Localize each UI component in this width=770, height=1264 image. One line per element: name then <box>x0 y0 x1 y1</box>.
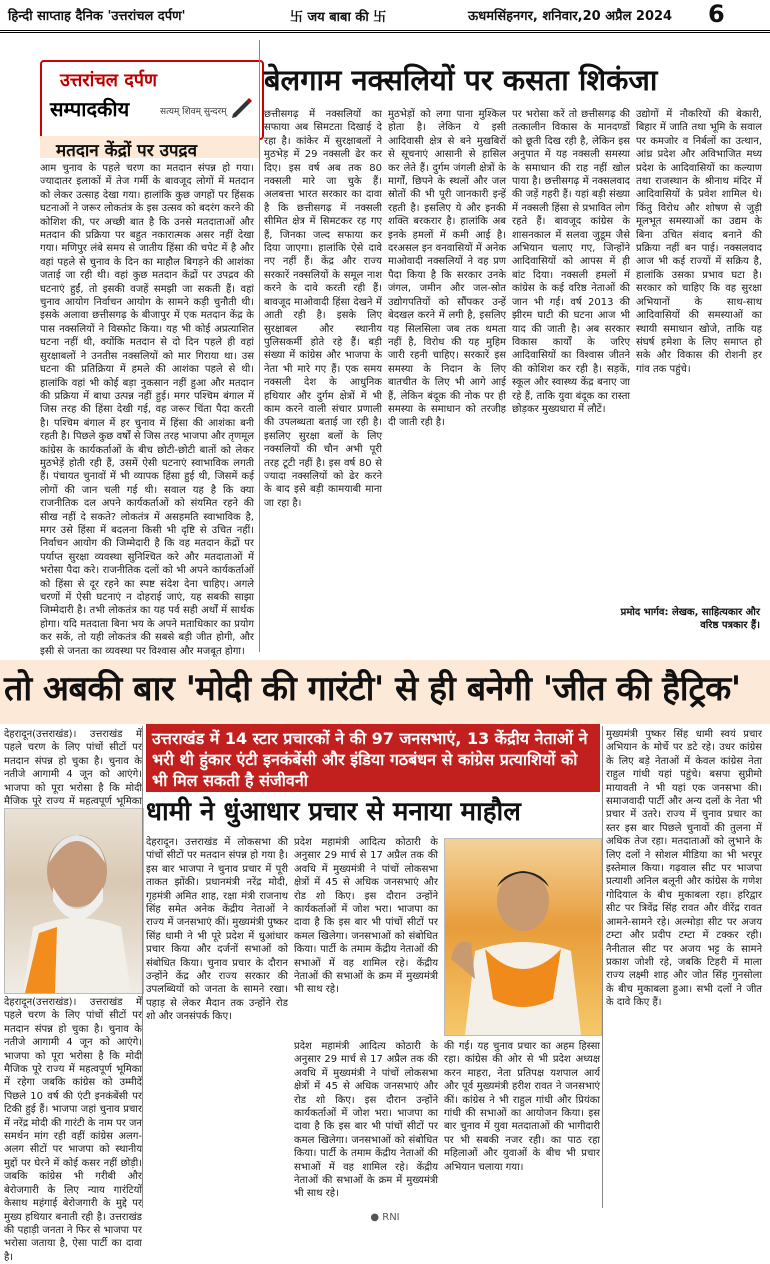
lead-headline: बेलगाम नक्सलियों पर कसता शिकंजा <box>264 63 658 97</box>
lead-col-3: पर भरोसा करें तो छत्तीसगढ़ की तत्कालीन विकास के मानदण्डों को छूती दिख रही है, लेकिन इस अनुपात में यह नक्सली समस्या के समाधान की राह नहीं खोल पाया है। छत्तीसगढ़ में नक्सलवाद की जड़ें गहरी हैं। यहां बड़ी संख्या में नक्सली हिंसा से प्रभावित लोग रहते हैं। बावजूद कांग्रेस के शासनकाल में सलवा जुडूम जैसे अभियान चलाए गए, जिन्होंने आदिवासियों को आपस में ही बांट दिया। नक्सली हमलों में कांग्रेस के कई वरिष्ठ नेताओं की जान भी गई। वर्ष 2013 की झीरम घाटी की घटना आज भी याद की जाती है। अब सरकार विकास कार्यों के जरिए आदिवासियों का विश्वास जीतने की कोशिश कर रही है। सड़कें, स्कूल और स्वास्थ्य केंद्र बनाए जा रहे हैं, ताकि युवा बंदूक का रास्ता छोड़कर मुख्यधारा में लौटें। <box>512 109 630 415</box>
sub-col-3: की गई। यह चुनाव प्रचार का अहम हिस्सा रहा। कांग्रेस की ओर से भी प्रदेश अध्यक्ष करन माहरा, नेता प्रतिपक्ष यशपाल आर्य और पूर्व मुख्यमंत्री हरीश रावत ने जनसभाएं कीं। कांग्रेस ने भी राहुल गांधी और प्रियंका गांधी की सभाओं का आयोजन किया। इस बार चुनाव में युवा मतदाताओं की भागीदारी पर भी सबकी नजर रही। का पाठ रहा महिलाओं और युवाओं के बीच भी प्रचार अभियान चलाया गया। <box>444 1041 600 1173</box>
page-number: 6 <box>708 0 725 28</box>
sub-col-2: प्रदेश महामंत्री आदित्य कोठारी के अनुसार 29 मार्च से 17 अप्रैल तक की अवधि में मुख्यमंत्री ने पांचों लोकसभा क्षेत्रों में 45 से अधिक जनसभाएं और रोड शो किए। इस दौरान उन्होंने कार्यकर्ताओं में जोश भरा। भाजपा का दावा है कि इस बार भी पांचों सीटों पर कमल खिलेगा। जनसभाओं को संबोधित किया। पार्टी के तमाम केंद्रीय नेताओं की सभाओं में वह शामिल रहे। केंद्रीय नेताओं की सभाओं के क्रम में मुख्यमंत्री भी साथ रहे। <box>294 837 438 996</box>
pen-icon <box>228 96 254 122</box>
masthead-left: हिन्दी साप्ताह दैनिक 'उत्तरांचल दर्पण' <box>8 9 186 24</box>
cm-photo <box>444 838 602 1036</box>
editorial-headline: मतदान केंद्रों पर उपद्रव <box>56 141 198 161</box>
masthead-slogan: 卐 जय बाबा की 卐 <box>290 10 387 25</box>
masthead-date: ऊधमसिंहनगर, शनिवार,20 अप्रैल 2024 <box>468 9 673 24</box>
lead-col-2: मुठभेड़ों को लगा पाना मुश्किल होता है। लेकिन ये इसी आदिवासी क्षेत्र से बने मुखबिरों से सूचनाएं आसानी से हासिल कर लेते हैं। दुर्गम जंगली क्षेत्रों के मार्गों, छिपने के स्थलों और जल स्रोतों की भी पूरी जानकारी इन्हें रहती है। इसलिए ये और इनकी शक्ति बरकरार है। हालांकि अब इनके हमलों में कमी आई है। दरअसल इन वनवासियों में अनेक माओवादी नक्सलियों ने वह प्रण पैदा किया है कि सरकार उनके जंगल, जमीन और जल-स्रोत उद्योगपतियों को सौंपकर उन्हें बेदखल करने में लगी है, इसलिए यह सिलसिला जब तक थमता नहीं है, विरोध की यह मुहिम जारी रहनी चाहिए। सरकारें इस समस्या के निदान के लिए बातचीत के लिए भी आगे आई हैं, लेकिन बंदूक की नोक पर ही समस्या के समाधान को तरजीह दी जाती रही है। <box>388 109 506 429</box>
editorial-title: उत्तरांचल दर्पण <box>60 70 158 91</box>
banner-headline: तो अबकी बार 'मोदी की गारंटी' से ही बनेगी 'जीत की हैट्रिक' <box>4 669 741 709</box>
editorial-motto: सत्यम् शिवम् सुन्दरम् <box>160 107 227 117</box>
deck-text: उत्तराखंड में 14 स्टार प्रचारकों ने की 97 जनसभाएं, 13 केंद्रीय नेताओं ने भरी थी हुंकार एंटी इनकंबेंसी और इंडिया गठबंधन से कांग्रेस प्रत्याशियों को भी मिल सकती है संजीवनी <box>152 729 588 790</box>
column-divider <box>142 726 143 1208</box>
banner-left-col: देहरादून(उत्तराखंड)। उत्तराखंड में पहले चरण के लिए पांचों सीटों पर मतदान संपन्न हो चुका है। चुनाव के नतीजे आगामी 4 जून को आएंगे। भाजपा को पूरा भरोसा है कि मोदी मैजिक पूरे राज्य में महत्वपूर्ण भूमिका <box>4 729 142 808</box>
editorial-body: आम चुनाव के पहले चरण का मतदान संपन्न हो गया। ज्यादातर इलाकों में तेज गर्मी के बावजूद लोगों में मतदान को लेकर उत्साह देखा गया। हालांकि कुछ जगहों पर हिंसक घटनाओं ने जरूर लोकतंत्र के इस उत्सव को बदरंग करने की कोशिश की, पर अच्छी बात है कि उनसे मतदाताओं और मतदान की प्रक्रिया पर बहुत नकारात्मक असर नहीं देखा गया। मणिपुर लंबे समय से जातीय हिंसा की चपेट में है और वहां पहले से चुनाव के दिन का माहौल बिगड़ने की आशंका जताई जा रही थी। वहां कुछ मतदान केंद्रों पर उपद्रव की घटनाएं हुईं, तो इसकी वजहें समझी जा सकती हैं। वहां चुनाव आयोग निर्वाचन आयोग के सामने कड़ी चुनौती थी। इसके अलावा छत्तीसगढ़ के बीजापुर में एक मतदान केंद्र के पास नक्सलियों ने विस्फोट किया। यह भी कोई अप्रत्याशित घटना नहीं थी, क्योंकि मतदान से दो दिन पहले ही वहां सुरक्षाबलों ने उनतीस नक्सलियों को मार गिराया था। उस घटना की प्रतिक्रिया में हमले की आशंका पहले से थी। हालांकि वहां भी कोई बड़ा नुकसान नहीं हुआ और मतदान की प्रक्रिया में बाधा उत्पन्न नहीं हुई। मगर पश्चिम बंगाल में जिस तरह की हिंसा देखी गई, वह जरूर चिंता पैदा करती है। पश्चिम बंगाल में हर चुनाव में हिंसा की आशंका बनी रहती है। पिछले कुछ वर्षों से जिस तरह भाजपा और तृणमूल कांग्रेस के कार्यकर्ताओं के बीच छोटी-छोटी बातों को लेकर मुठभेड़ें होती रही हैं, उसमें ऐसी घटनाएं स्वाभाविक लगती हैं। पंचायत चुनावों में भी व्यापक हिंसा हुई थी, जिसमें कई लोगों की जान चली गई थी। सवाल यह है कि क्या राजनीतिक दल अपने कार्यकर्ताओं को संयमित रहने की सीख नहीं दे सकते? लोकतंत्र में असहमति स्वाभाविक है, मगर उसे हिंसा में बदलना किसी भी दृष्टि से उचित नहीं। निर्वाचन आयोग की जिम्मेदारी है कि वह मतदान केंद्रों पर पर्याप्त सुरक्षा व्यवस्था सुनिश्चित करे और मतदाताओं में भरोसा पैदा करे। राजनीतिक दलों को भी अपने कार्यकर्ताओं को हिंसा से दूर रहने का स्पष्ट संदेश देना चाहिए। अगले चरणों में ऐसी घटनाएं न दोहराई जाएं, यह सबकी साझा जिम्मेदारी है। तभी लोकतंत्र का यह पर्व सही अर्थों में सार्थक होगा। यदि मतदाता बिना भय के अपने मताधिकार का प्रयोग कर सकें, तो यही लोकतंत्र की सबसे बड़ी जीत होगी, और इसी से जनता का व्यवस्था पर विश्वास और मजबूत होगा। <box>40 163 254 657</box>
sub-col-2b: प्रदेश महामंत्री आदित्य कोठारी के अनुसार 29 मार्च से 17 अप्रैल तक की अवधि में मुख्यमंत्री ने पांचों लोकसभा क्षेत्रों में 45 से अधिक जनसभाएं और रोड शो किए। इस दौरान उन्होंने कार्यकर्ताओं में जोश भरा। भाजपा का दावा है कि इस बार भी पांचों सीटों पर कमल खिलेगा। जनसभाओं को संबोधित किया। पार्टी के तमाम केंद्रीय नेताओं की सभाओं में वह शामिल रहे। केंद्रीय नेताओं की सभाओं के क्रम में मुख्यमंत्री भी साथ रहे। <box>294 1041 438 1200</box>
banner-left-col-cont: देहरादून(उत्तराखंड)। उत्तराखंड में पहले चरण के लिए पांचों सीटों पर मतदान संपन्न हो चुका है। चुनाव के नतीजे आगामी 4 जून को आएंगे। भाजपा को पूरा भरोसा है कि मोदी मैजिक पूरे राज्य में महत्वपूर्ण भूमिका में रहेगा जबकि कांग्रेस को उम्मीदें पिछले 10 वर्ष की एंटी इनकंबेंसी पर टिकी हुई हैं। भाजपा जहां चुनाव प्रचार में नरेंद्र मोदी की गारंटी के नाम पर जन समर्थन मांग रही वहीं कांग्रेस अलग-अलग सीटों पर भाजपा को स्थानीय मुद्दों पर घेरने में कोई कसर नहीं छोड़ी। जबकि कांग्रेस भी गरीबी और बेरोजगारी के लिए न्याय गारंटियों केसाथ महंगाई बेरोजगारी के मुद्दे पर मुख्य हथियार बनाती रही है। उत्तराखंड की पहाड़ी जनता ने फिर से भाजपा पर भरोसा जताया है, ऐसा पार्टी का दावा है। <box>4 997 142 1263</box>
column-divider <box>602 726 603 1208</box>
page-footer: ● RNI <box>370 1212 400 1223</box>
right-col: मुख्यमंत्री पुष्कर सिंह धामी स्वयं प्रचार अभियान के मोर्चे पर डटे रहे। उधर कांग्रेस के लिए बड़े नेताओं में केवल कांग्रेस नेता राहुल गांधी यहां पहुंचे। बसपा सुप्रीमो मायावती ने भी यहां एक जनसभा की। समाजवादी पार्टी और अन्य दलों के नेता भी प्रचार में उतरे। राज्य में चुनाव प्रचार का स्तर इस बार पिछले चुनावों की तुलना में अधिक तेज रहा। मतदाताओं को लुभाने के लिए दलों ने सोशल मीडिया का भी भरपूर इस्तेमाल किया। गढ़वाल सीट पर भाजपा प्रत्याशी अनिल बलूनी और कांग्रेस के गणेश गोदियाल के बीच मुकाबला रहा। हरिद्वार सीट पर त्रिवेंद्र सिंह रावत और वीरेंद्र रावत आमने-सामने रहे। अल्मोड़ा सीट पर अजय टम्टा और प्रदीप टम्टा में टक्कर रही। नैनीताल सीट पर अजय भट्ट के सामने प्रकाश जोशी रहे, जबकि टिहरी में माला राज्य लक्ष्मी शाह और जोत सिंह गुनसोला के बीच मुकाबला हुआ। सभी दलों ने जीत के दावे किए हैं। <box>606 729 762 1009</box>
sub-col-1: देहरादून। उत्तराखंड में लोकसभा की पांचों सीटों पर मतदान संपन्न हो गया है। इस बार भाजपा ने चुनाव प्रचार में पूरी ताकत झोंकी। प्रधानमंत्री नरेंद्र मोदी, गृहमंत्री अमित शाह, रक्षा मंत्री राजनाथ सिंह समेत अनेक केंद्रीय नेताओं ने राज्य में जनसभाएं कीं। मुख्यमंत्री पुष्कर सिंह धामी ने भी पूरे प्रदेश में धुआंधार प्रचार किया और दर्जनों सभाओं को संबोधित किया। चुनाव प्रचार के दौरान उन्होंने केंद्र और राज्य सरकार की उपलब्धियों को जनता के सामने रखा। पहाड़ से लेकर मैदान तक उन्होंने रोड शो और जनसंपर्क किए। <box>146 837 288 1023</box>
editorial-label: सम्पादकीय <box>50 97 130 121</box>
lead-col-4: उद्योगों में नौकरियों की बेकारी, बिहार में जाति तथा भूमि के सवाल पर कमजोर व निर्बलों का उत्थान, आंध्र प्रदेश और अविभाजित मध्य प्रदेश के आदिवासियों का कल्याण तथा राजस्थान के श्रीनाथ मंदिर में आदिवासियों के प्रवेश शामिल थे। किंतु विरोध और शोषण से जुड़ी मूलभूत समस्याओं का उद्यम के बिना उचित संवाद बनाने की प्रक्रिया नहीं बन पाई। नक्सलवाद आज भी कई राज्यों में सक्रिय है, हालांकि उसका प्रभाव घटा है। सरकार को चाहिए कि वह सुरक्षा अभियानों के साथ-साथ आदिवासियों की समस्याओं का स्थायी समाधान खोजे, ताकि यह संघर्ष हमेशा के लिए समाप्त हो सके और विकास की रोशनी हर गांव तक पहुंचे। <box>636 109 762 375</box>
column-divider <box>259 40 260 652</box>
modi-photo <box>4 808 144 994</box>
header-rule <box>0 30 770 33</box>
lead-byline: प्रमोद भार्गव: लेखक, साहित्यकार और वरिष्ठ पत्रकार हैं। <box>620 607 760 631</box>
sub-headline: धामी ने धुंआधार प्रचार से मनाया माहौल <box>146 797 521 827</box>
lead-col-1: छत्तीसगढ़ में नक्सलियों का सफाया अब सिमटता दिखाई दे रहा है। कांकेर में सुरक्षाबलों ने मुठभेड़ में 29 नक्सली ढेर कर दिए। इस वर्ष अब तक 80 नक्सली मारे जा चुके हैं। अलबत्ता भारत सरकार का दावा है कि छत्तीसगढ़ में नक्सली सीमित क्षेत्र में सिमटकर रह गए हैं, जिनका जल्द सफाया कर दिया जाएगा। हालांकि ऐसे दावे नए नहीं हैं। केंद्र और राज्य सरकारें नक्सलियों के समूल नाश करने के दावे करती रही हैं। बावजूद माओवादी हिंसा देखने में आती रही है। इसके लिए सुरक्षाबल और स्थानीय पुलिसकर्मी होते रहे हैं। बड़ी संख्या में कांग्रेस और भाजपा के नेता भी मारे गए हैं। एक समय नक्सली देश के आधुनिक हथियार और दुर्गम क्षेत्रों में भी काम करने वाली संचार प्रणाली की उपलब्धता बताई जा रही है। इसलिए सुरक्षा बलों के लिए नक्सलियों की चौन अभी पूरी तरह टूटी नहीं है। इस वर्ष 80 से ज्यादा नक्सलियों को ढेर करने के बाद इसे बड़ी कामयाबी माना जा रहा है। <box>264 109 382 509</box>
